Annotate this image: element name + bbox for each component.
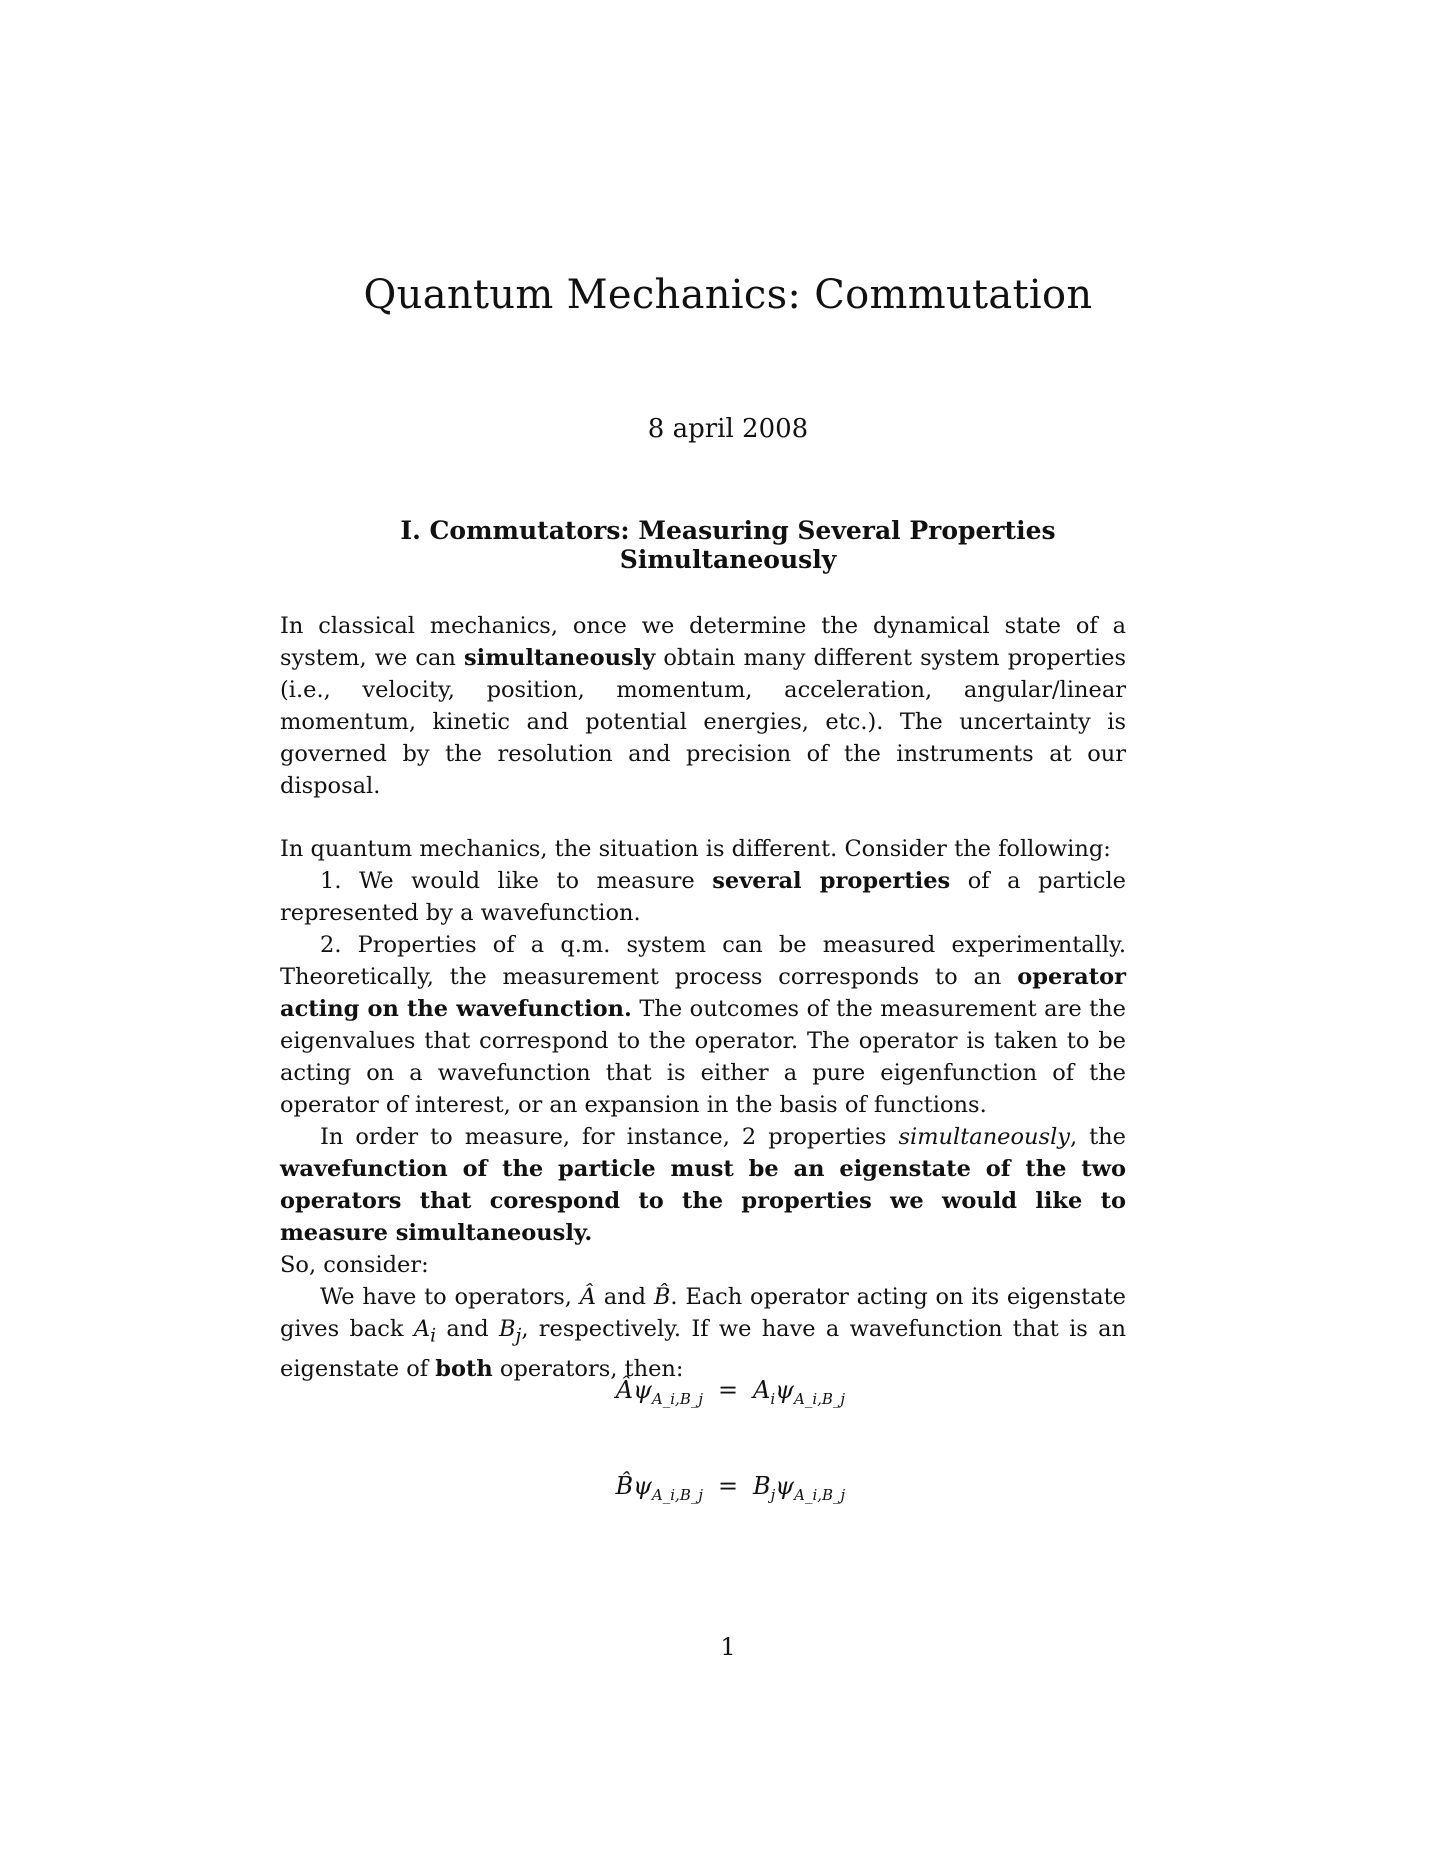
equation-rhs: B (753, 1472, 771, 1500)
equation-b (0, 1472, 1456, 1504)
text-run: and (595, 1284, 654, 1310)
bold-text: simultaneously (464, 645, 656, 671)
text-run: We have to operators, (320, 1284, 580, 1310)
subscript: A_i,B_j (651, 1389, 703, 1408)
text-run: , the (1070, 1124, 1126, 1150)
text-run: 1. We would like to measure (320, 868, 713, 894)
page-number: 1 (720, 1633, 736, 1661)
bold-text: operator acting on the wavefunction. (280, 964, 1126, 1022)
equation-lhs: B̂ψ (615, 1472, 652, 1500)
equals-sign: = (717, 1472, 739, 1500)
subscript: i (770, 1389, 776, 1408)
text-run: obtain many different system properties (i.e., velocity, position, momentum, acceleration, angular/linear momentum, kinetic and potential energies, etc.). The uncertainty is governed by the resolution and precision of the instruments at our disposal. (280, 645, 1126, 799)
document-date: 8 april 2008 (647, 414, 809, 444)
text-run: In classical mechanics, once we determine the dynamical state of a system, we can (280, 613, 1126, 671)
subscript: A_i,B_j (794, 1485, 846, 1504)
text-run: The outcomes of the measurement are the eigenvalues that correspond to the operator. The operator is taken to be acting on a wavefunction that is either a pure eigenfunction of the operator of interest, or an expansion in the basis of functions. (280, 996, 1126, 1118)
operator-a-symbol: Â (579, 1284, 596, 1310)
paragraph-quantum-intro: In quantum mechanics, the situation is different. Consider the following: (280, 836, 1111, 862)
list-item-2 (280, 929, 1126, 1121)
text-run: operators, then: (492, 1355, 684, 1382)
eigenvalue-b-symbol: B (498, 1316, 516, 1342)
text-run: . Each operator acting on its eigenstate gives back (280, 1284, 1126, 1342)
document-body (280, 610, 1126, 1385)
bold-text: both (435, 1355, 493, 1382)
paragraph-consider: So, consider: (280, 1252, 429, 1278)
section-heading: I. Commutators: Measuring Several Properties Simultaneously (400, 516, 1056, 574)
eigenvalue-a-symbol: A (413, 1316, 431, 1342)
psi-symbol: ψ (775, 1376, 794, 1404)
text-run: of a particle represented by a wavefunction. (280, 868, 1126, 926)
paragraph-operators (280, 1281, 1126, 1385)
text-run: 2. Properties of a q.m. system can be measured experimentally. Theoretically, the measurement process corresponds to an (280, 932, 1126, 990)
text-run: In order to measure, for instance, 2 properties (320, 1124, 899, 1150)
subscript: j (515, 1325, 522, 1347)
text-run: , respectively. If we have a wavefunction that is an eigenstate of (280, 1316, 1127, 1382)
equation-lhs: Âψ (615, 1376, 652, 1404)
italic-text: simultaneously (898, 1124, 1070, 1150)
subscript: A_i,B_j (651, 1485, 703, 1504)
paragraph-simultaneous (280, 1121, 1126, 1249)
equals-sign: = (717, 1376, 739, 1404)
text-run: and (436, 1316, 499, 1342)
subscript: A_i,B_j (793, 1389, 846, 1408)
psi-symbol: ψ (775, 1472, 795, 1500)
bold-text: several properties (712, 868, 951, 894)
bold-text: wavefunction of the particle must be an eigenstate of the two operators that corespond to the properties we would like to measure simultaneously. (280, 1156, 1126, 1246)
subscript: i (430, 1325, 437, 1347)
equation-a (0, 1376, 1456, 1408)
document-title: Quantum Mechanics: Commutation (363, 272, 1093, 318)
operator-b-symbol: B̂ (653, 1284, 671, 1310)
equation-rhs: A (753, 1376, 771, 1404)
paragraph-classical (280, 610, 1126, 802)
list-item-1 (280, 865, 1126, 929)
subscript: j (770, 1485, 776, 1504)
